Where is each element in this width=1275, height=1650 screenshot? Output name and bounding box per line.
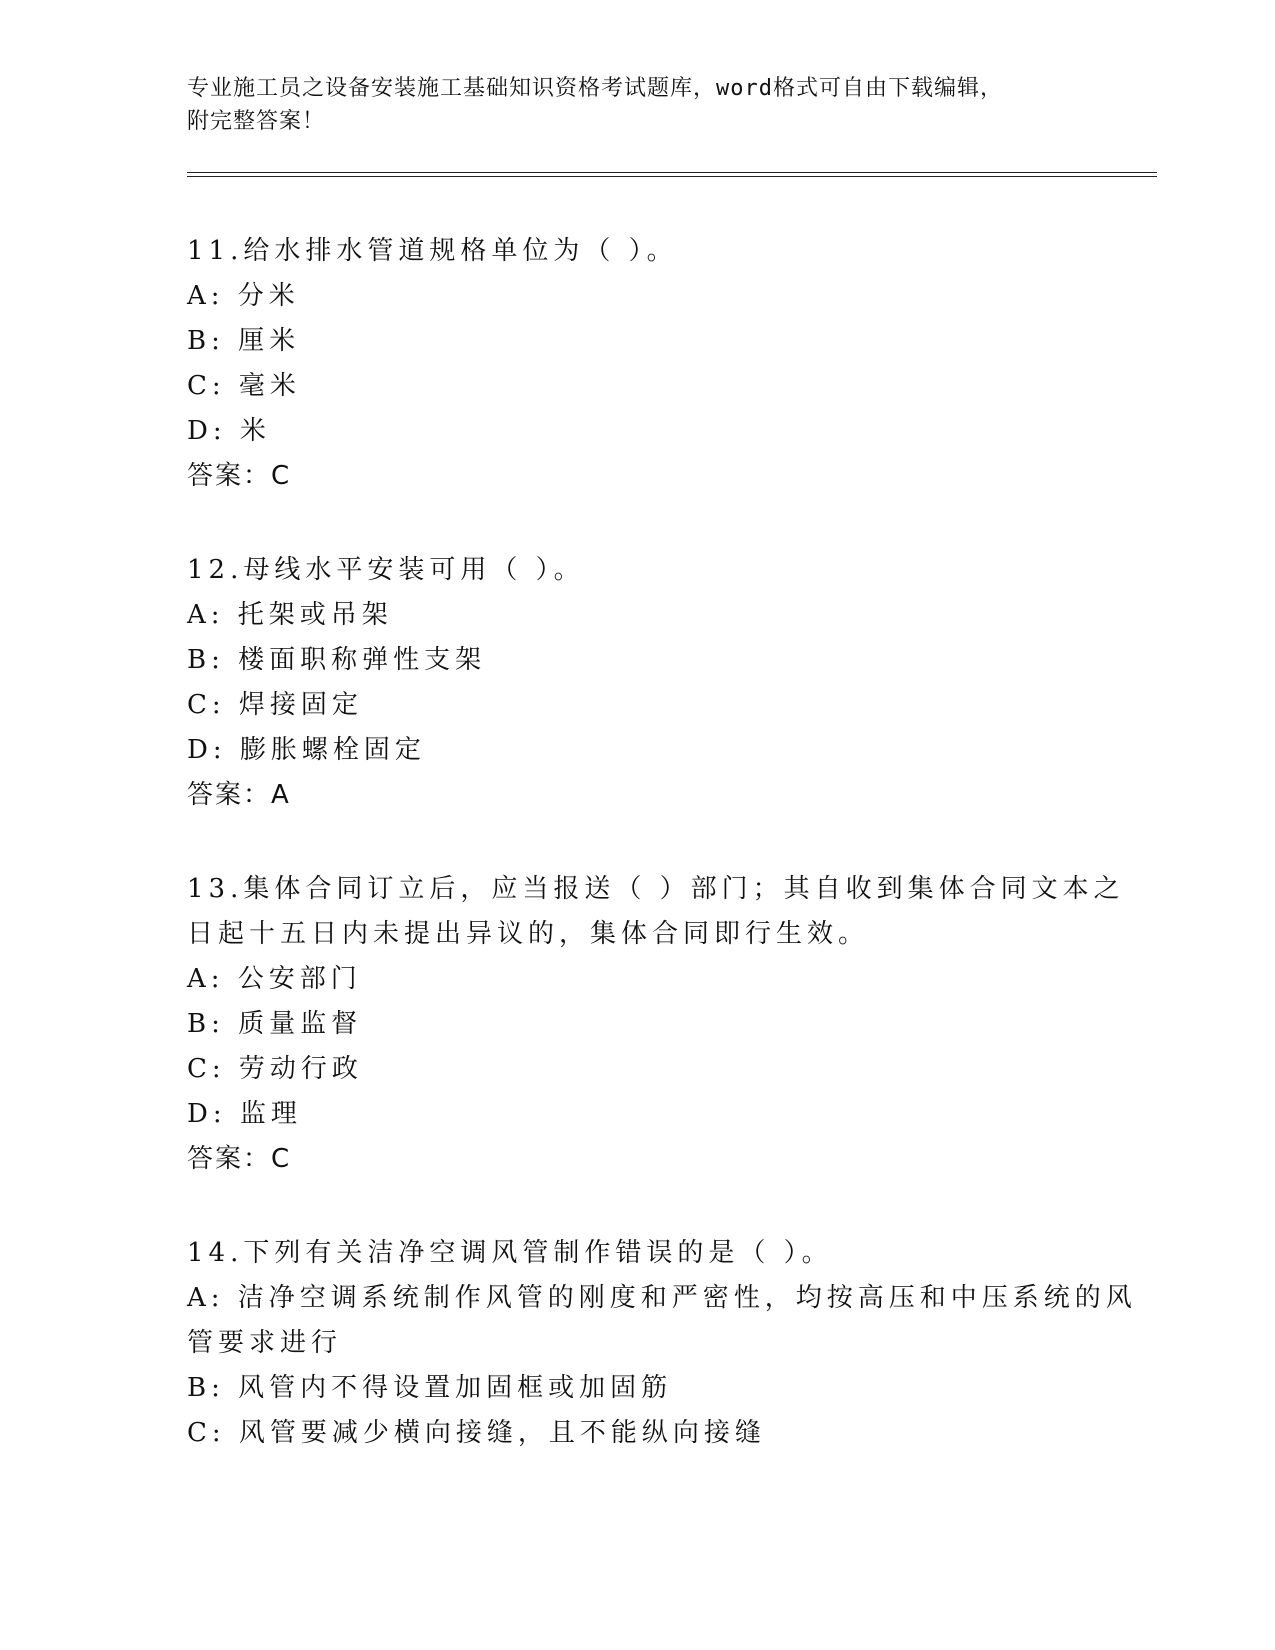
option-a: A: 洁净空调系统制作风管的刚度和严密性，均按高压和中压系统的风 <box>187 1283 1137 1313</box>
question-stem: 14.下列有关洁净空调风管制作错误的是（ ）。 <box>187 1238 833 1268</box>
question-14 <box>187 1231 1157 1456</box>
option-c: C: 劳动行政 <box>187 1054 363 1084</box>
option-c: C: 风管要减少横向接缝，且不能纵向接缝 <box>187 1418 766 1448</box>
option-d: D: 米 <box>187 416 271 446</box>
option-d: D: 膨胀螺栓固定 <box>187 735 426 765</box>
option-a-continued: 管要求进行 <box>187 1328 343 1358</box>
option-c: C: 焊接固定 <box>187 690 363 720</box>
option-b: B: 质量监督 <box>187 1009 363 1039</box>
option-d: D: 监理 <box>187 1099 302 1129</box>
header-line-2: 附完整答案！ <box>187 109 326 134</box>
question-stem: 12.母线水平安装可用（ ）。 <box>187 555 585 585</box>
option-c: C: 毫米 <box>187 371 301 401</box>
question-12 <box>187 548 1157 818</box>
option-b: B: 楼面职称弹性支架 <box>187 645 487 675</box>
option-b: B: 厘米 <box>187 326 301 356</box>
question-stem-continued: 日起十五日内未提出异议的，集体合同即行生效。 <box>187 919 870 949</box>
option-a: A: 分米 <box>187 281 300 311</box>
header-line-1: 专业施工员之设备安装施工基础知识资格考试题库，word格式可自由下载编辑， <box>187 76 1003 101</box>
document-page <box>187 72 1157 1505</box>
question-stem: 13.集体合同订立后，应当报送（ ）部门；其自收到集体合同文本之 <box>187 874 1125 904</box>
question-13 <box>187 867 1157 1182</box>
answer-line: 答案：C <box>187 461 292 491</box>
option-b: B: 风管内不得设置加固框或加固筋 <box>187 1373 673 1403</box>
answer-line: 答案：C <box>187 1144 292 1174</box>
option-a: A: 托架或吊架 <box>187 600 393 630</box>
header-double-rule <box>187 172 1157 177</box>
question-11 <box>187 229 1157 499</box>
question-list <box>187 229 1157 1456</box>
answer-line: 答案：A <box>187 780 291 810</box>
question-stem: 11.给水排水管道规格单位为（ ）。 <box>187 236 678 266</box>
option-a: A: 公安部门 <box>187 964 362 994</box>
document-header <box>187 72 1157 138</box>
